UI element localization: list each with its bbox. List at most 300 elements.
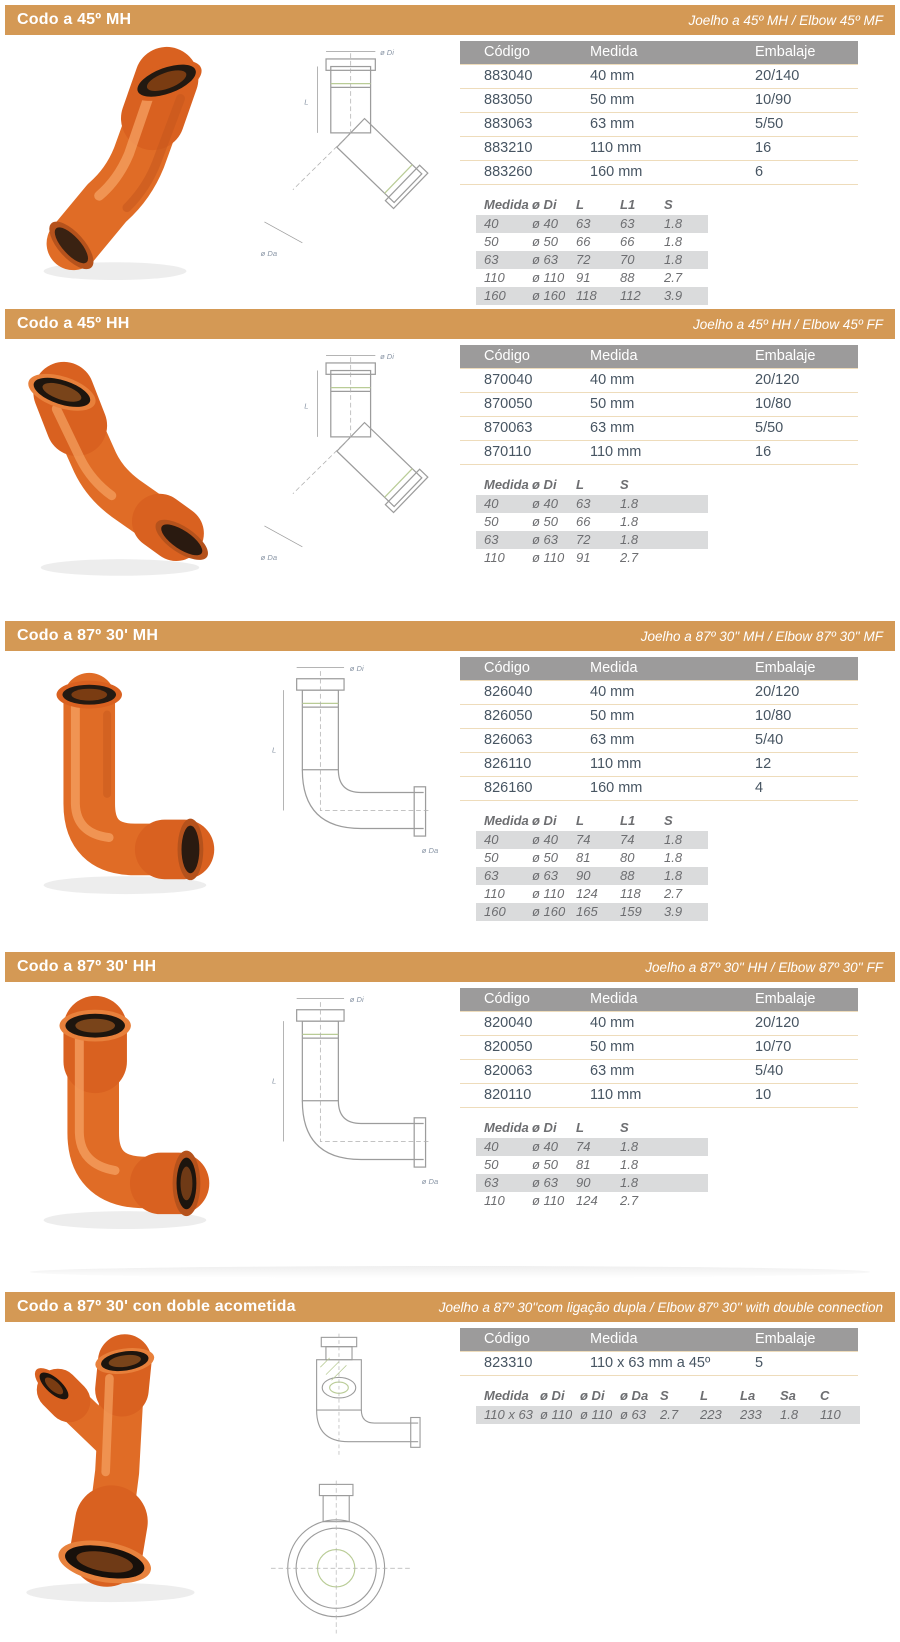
table-row — [460, 1352, 858, 1376]
section-title: Codo a 87º 30' MH — [17, 627, 159, 644]
product-photo — [10, 655, 230, 903]
table-cell: ø 63 — [532, 532, 559, 547]
table-cell: 2.7 — [660, 1407, 679, 1422]
table-cell: 50 — [484, 850, 499, 865]
spec-table — [460, 657, 858, 801]
table-row — [476, 849, 708, 867]
elbow-87-hh-photo-illustration — [14, 986, 226, 1234]
table-cell: 826110 — [484, 756, 532, 772]
dimension-table-header-row — [476, 1386, 860, 1406]
drawing-label: L — [272, 745, 277, 755]
column-header: Medida — [590, 44, 638, 60]
column-header: Medida — [484, 477, 529, 492]
column-header: ø Di — [532, 477, 557, 492]
table-cell: 110 mm — [590, 1087, 642, 1103]
spec-table-header-row — [460, 1328, 858, 1352]
table-cell: 110 mm — [590, 444, 642, 460]
table-cell: 63 — [484, 868, 499, 883]
table-row — [476, 1192, 708, 1210]
table-cell: ø 40 — [532, 1139, 559, 1154]
table-row — [460, 1084, 858, 1108]
table-cell: 90 — [576, 868, 591, 883]
elbow-45-drawing — [236, 39, 454, 277]
column-header: L — [576, 477, 584, 492]
column-header: S — [660, 1388, 669, 1403]
table-cell: 1.8 — [664, 868, 683, 883]
column-header: ø Da — [620, 1388, 649, 1403]
table-cell: 40 mm — [590, 684, 635, 700]
column-header: S — [620, 1120, 629, 1135]
table-row — [476, 269, 708, 287]
column-header: La — [740, 1388, 756, 1403]
table-row — [460, 729, 858, 753]
table-cell: 10/80 — [755, 708, 792, 724]
table-row — [460, 1060, 858, 1084]
table-cell: 1.8 — [664, 850, 683, 865]
table-cell: 40 — [484, 1139, 499, 1154]
table-cell: 80 — [620, 850, 635, 865]
table-cell: 66 — [576, 514, 591, 529]
table-cell: 826063 — [484, 732, 533, 748]
table-cell: 110 x 63 — [484, 1407, 533, 1422]
table-cell: 1.8 — [664, 832, 683, 847]
table-cell: 1.8 — [620, 1139, 639, 1154]
technical-drawing — [230, 1326, 460, 1642]
table-row — [476, 903, 708, 921]
column-header: ø Di — [580, 1388, 605, 1403]
table-cell: 63 — [484, 252, 499, 267]
table-cell: 63 mm — [590, 732, 635, 748]
table-cell: ø 110 — [532, 550, 565, 565]
table-row — [460, 705, 858, 729]
table-row — [460, 369, 858, 393]
table-cell: 1.8 — [780, 1407, 799, 1422]
spec-table — [460, 1328, 858, 1376]
section-subtitle: Joelho a 87º 30'' MH / Elbow 87º 30'' MF — [640, 628, 883, 644]
table-cell: 1.8 — [620, 532, 639, 547]
table-cell: 91 — [576, 550, 591, 565]
table-cell: 159 — [620, 904, 642, 919]
column-header: L1 — [620, 813, 636, 828]
table-cell: 50 — [484, 1157, 499, 1172]
column-header: ø Di — [532, 197, 557, 212]
table-cell: ø 110 — [580, 1407, 613, 1422]
dimension-table-header-row — [476, 1118, 708, 1138]
table-cell: 124 — [576, 886, 598, 901]
table-cell: 5 — [755, 1355, 764, 1371]
column-header: Embalaje — [755, 1331, 816, 1347]
table-cell: 110 — [484, 1193, 505, 1208]
table-cell: 820040 — [484, 1015, 533, 1031]
table-row — [460, 1012, 858, 1036]
table-cell: ø 63 — [532, 252, 559, 267]
table-row — [460, 137, 858, 161]
column-header: Medida — [484, 1120, 529, 1135]
table-cell: 1.8 — [664, 234, 683, 249]
column-header: Embalaje — [755, 44, 816, 60]
table-cell: ø 63 — [620, 1407, 647, 1422]
table-cell: 63 — [576, 216, 591, 231]
table-row — [476, 287, 708, 305]
dimension-table — [476, 811, 708, 921]
table-cell: ø 63 — [532, 868, 559, 883]
table-cell: 40 mm — [590, 372, 635, 388]
table-cell: 40 mm — [590, 1015, 635, 1031]
table-cell: 12 — [755, 756, 772, 772]
elbow-87-30-drawing — [236, 655, 454, 893]
table-cell: 10/70 — [755, 1039, 792, 1055]
table-cell: 110 mm — [590, 756, 642, 772]
product-section — [0, 621, 900, 950]
table-cell: 160 mm — [590, 780, 643, 796]
table-row — [460, 161, 858, 185]
table-cell: 6 — [755, 164, 764, 180]
table-cell: 63 — [484, 1175, 499, 1190]
table-cell: 823310 — [484, 1355, 533, 1371]
drawing-label: L — [304, 401, 309, 411]
column-header: S — [664, 813, 673, 828]
product-photo — [10, 1326, 230, 1618]
column-header: Medida — [590, 1331, 638, 1347]
dimension-table-header-row — [476, 195, 708, 215]
technical-drawing — [230, 655, 460, 893]
drawing-label: ø Da — [260, 249, 278, 259]
table-cell: 118 — [620, 886, 641, 901]
column-header: Medida — [590, 660, 638, 676]
table-cell: 50 mm — [590, 92, 635, 108]
table-cell: 16 — [755, 140, 772, 156]
table-cell: 50 mm — [590, 708, 635, 724]
table-row — [476, 495, 708, 513]
table-cell: 1.8 — [620, 496, 639, 511]
table-cell: 110 — [484, 886, 505, 901]
spec-table-header-row — [460, 657, 858, 681]
table-cell: 81 — [576, 1157, 591, 1172]
table-cell: 88 — [620, 270, 635, 285]
table-cell: 3.9 — [664, 904, 683, 919]
table-cell: 160 mm — [590, 164, 643, 180]
table-cell: 820050 — [484, 1039, 533, 1055]
column-header: Embalaje — [755, 991, 816, 1007]
tables-area — [460, 343, 860, 567]
column-header: L — [576, 813, 584, 828]
table-cell: 72 — [576, 252, 591, 267]
section-title: Codo a 45º HH — [17, 315, 130, 332]
table-cell: 118 — [576, 288, 597, 303]
table-cell: 1.8 — [664, 252, 683, 267]
table-row — [476, 1138, 708, 1156]
column-header: L1 — [620, 197, 636, 212]
section-header — [5, 621, 895, 651]
section-body — [0, 35, 900, 307]
table-cell: 40 mm — [590, 68, 635, 84]
table-cell: 233 — [740, 1407, 762, 1422]
table-cell: 74 — [576, 832, 591, 847]
table-row — [460, 753, 858, 777]
section-subtitle: Joelho a 45º HH / Elbow 45º FF — [693, 316, 883, 332]
column-header: ø Di — [532, 813, 557, 828]
table-cell: ø 160 — [532, 904, 566, 919]
table-row — [476, 233, 708, 251]
section-body — [0, 651, 900, 950]
section-title: Codo a 87º 30' HH — [17, 958, 157, 975]
section-subtitle: Joelho a 87º 30'' HH / Elbow 87º 30'' FF — [645, 959, 883, 975]
table-cell: 826160 — [484, 780, 533, 796]
section-header — [5, 952, 895, 982]
table-row — [476, 531, 708, 549]
section-header — [5, 5, 895, 35]
table-cell: 63 mm — [590, 1063, 635, 1079]
table-cell: 820063 — [484, 1063, 533, 1079]
table-cell: 110 mm — [590, 140, 642, 156]
table-row — [476, 885, 708, 903]
column-header: L — [700, 1388, 708, 1403]
dimension-table — [476, 1118, 708, 1210]
table-cell: 160 — [484, 288, 506, 303]
column-header: Medida — [590, 348, 638, 364]
section-subtitle: Joelho a 45º MH / Elbow 45º MF — [688, 12, 883, 28]
table-cell: 74 — [576, 1139, 591, 1154]
table-cell: 820110 — [484, 1087, 532, 1103]
table-cell: 1.8 — [664, 216, 683, 231]
column-header: S — [620, 477, 629, 492]
drawing-label: ø Da — [260, 553, 278, 563]
table-cell: 5/40 — [755, 1063, 784, 1079]
spec-table-header-row — [460, 41, 858, 65]
table-row — [460, 681, 858, 705]
table-cell: 110 — [820, 1407, 841, 1422]
column-header: L — [576, 197, 584, 212]
table-cell: 223 — [700, 1407, 722, 1422]
table-cell: 40 — [484, 832, 499, 847]
column-header: Medida — [484, 197, 529, 212]
elbow-87-30-drawing — [236, 986, 454, 1224]
technical-drawing — [230, 343, 460, 581]
table-row — [476, 867, 708, 885]
table-cell: ø 110 — [532, 886, 565, 901]
table-cell: 81 — [576, 850, 591, 865]
section-header — [5, 1292, 895, 1322]
table-row — [476, 215, 708, 233]
table-cell: 883210 — [484, 140, 533, 156]
column-header: ø Di — [532, 1120, 557, 1135]
column-header: Sa — [780, 1388, 796, 1403]
spec-table-header-row — [460, 345, 858, 369]
table-cell: 50 — [484, 234, 499, 249]
table-cell: 91 — [576, 270, 591, 285]
product-photo — [10, 39, 230, 287]
spec-table — [460, 41, 858, 185]
elbow-45-drawing — [236, 343, 454, 581]
table-cell: 826050 — [484, 708, 533, 724]
drawing-label: ø Da — [421, 846, 439, 856]
table-row — [460, 65, 858, 89]
table-cell: 3.9 — [664, 288, 683, 303]
table-row — [476, 549, 708, 567]
table-cell: 4 — [755, 780, 764, 796]
table-cell: ø 110 — [532, 1193, 565, 1208]
table-cell: ø 40 — [532, 496, 559, 511]
dimension-table — [476, 1386, 860, 1424]
double-connection-side-drawing — [243, 1326, 448, 1468]
table-cell: 40 — [484, 496, 499, 511]
table-cell: 20/120 — [755, 684, 800, 700]
table-row — [460, 89, 858, 113]
section-body — [0, 982, 900, 1250]
technical-drawing — [230, 39, 460, 277]
table-cell: 1.8 — [620, 1157, 639, 1172]
table-cell: 870040 — [484, 372, 533, 388]
column-header: Código — [484, 1331, 530, 1347]
table-cell: 5/40 — [755, 732, 784, 748]
table-cell: 1.8 — [620, 514, 639, 529]
table-cell: 2.7 — [620, 1193, 639, 1208]
table-cell: 90 — [576, 1175, 591, 1190]
table-row — [476, 831, 708, 849]
drawing-label: L — [304, 97, 309, 107]
product-photo — [10, 986, 230, 1234]
spec-table — [460, 345, 858, 465]
table-cell: 883040 — [484, 68, 533, 84]
product-section — [0, 1292, 900, 1621]
table-cell: 2.7 — [664, 270, 683, 285]
table-cell: 2.7 — [664, 886, 683, 901]
table-cell: 124 — [576, 1193, 598, 1208]
table-cell: 20/120 — [755, 1015, 800, 1031]
drawing-label: ø Da — [421, 1177, 439, 1187]
product-section — [0, 5, 900, 307]
table-cell: 5/50 — [755, 420, 784, 436]
table-cell: 110 — [484, 550, 505, 565]
table-cell: 870063 — [484, 420, 533, 436]
column-header: Medida — [484, 1388, 529, 1403]
column-header: L — [576, 1120, 584, 1135]
table-cell: 870110 — [484, 444, 532, 460]
table-cell: ø 160 — [532, 288, 566, 303]
column-header: Código — [484, 991, 530, 1007]
table-cell: 883050 — [484, 92, 533, 108]
tables-area — [460, 39, 860, 305]
table-row — [476, 513, 708, 531]
double-connection-front-drawing — [243, 1474, 448, 1642]
dimension-table — [476, 195, 708, 305]
technical-drawing — [230, 986, 460, 1224]
table-row — [476, 1406, 860, 1424]
table-cell: 112 — [620, 288, 641, 303]
table-cell: 63 — [484, 532, 499, 547]
tables-area — [460, 1326, 860, 1424]
double-connection-photo-illustration — [10, 1326, 230, 1618]
table-cell: 20/140 — [755, 68, 800, 84]
section-header — [5, 309, 895, 339]
table-row — [476, 1174, 708, 1192]
section-body — [0, 339, 900, 619]
table-row — [460, 777, 858, 801]
table-cell: 50 mm — [590, 1039, 635, 1055]
section-title: Codo a 45º MH — [17, 11, 132, 28]
table-cell: 40 — [484, 216, 499, 231]
product-photo — [10, 343, 230, 591]
spec-table — [460, 988, 858, 1108]
table-cell: ø 50 — [532, 1157, 559, 1172]
table-cell: 5/50 — [755, 116, 784, 132]
product-section — [0, 309, 900, 619]
column-header: S — [664, 197, 673, 212]
drawing-label: ø Di — [380, 48, 394, 58]
table-cell: 63 — [576, 496, 591, 511]
table-row — [460, 113, 858, 137]
drawing-label: ø Di — [380, 352, 394, 362]
table-cell: 10/80 — [755, 396, 792, 412]
table-cell: 88 — [620, 868, 635, 883]
table-row — [460, 417, 858, 441]
table-cell: 870050 — [484, 396, 533, 412]
column-header: Embalaje — [755, 660, 816, 676]
table-cell: ø 40 — [532, 832, 559, 847]
table-cell: 72 — [576, 532, 591, 547]
drawing-label: ø Di — [349, 664, 364, 674]
column-header: Código — [484, 348, 530, 364]
dimension-table-header-row — [476, 811, 708, 831]
table-row — [476, 1156, 708, 1174]
table-row — [460, 441, 858, 465]
table-cell: 70 — [620, 252, 635, 267]
table-cell: 165 — [576, 904, 598, 919]
drawing-label: ø Di — [349, 995, 364, 1005]
section-title: Codo a 87º 30' con doble acometida — [17, 1298, 296, 1315]
table-cell: 883063 — [484, 116, 533, 132]
dimension-table — [476, 475, 708, 567]
section-subtitle: Joelho a 87º 30''com ligação dupla / Elbow 87º 30'' with double connection — [438, 1299, 883, 1315]
table-cell: ø 50 — [532, 850, 559, 865]
table-cell: ø 63 — [532, 1175, 559, 1190]
table-row — [460, 393, 858, 417]
section-body — [0, 1322, 900, 1621]
table-cell: 10 — [755, 1087, 772, 1103]
table-cell: 63 mm — [590, 116, 635, 132]
table-cell: 1.8 — [620, 1175, 639, 1190]
column-header: Medida — [484, 813, 529, 828]
table-cell: ø 40 — [532, 216, 559, 231]
column-header: ø Di — [540, 1388, 565, 1403]
table-cell: 110 x 63 mm a 45º — [590, 1355, 711, 1371]
table-cell: ø 50 — [532, 234, 559, 249]
table-cell: 160 — [484, 904, 506, 919]
column-header: Código — [484, 660, 530, 676]
table-row — [460, 1036, 858, 1060]
elbow-45-mh-photo-illustration — [14, 39, 226, 287]
table-cell: 110 — [484, 270, 505, 285]
table-cell: 63 — [620, 216, 635, 231]
spec-table-header-row — [460, 988, 858, 1012]
table-cell: ø 110 — [540, 1407, 573, 1422]
table-cell: 16 — [755, 444, 772, 460]
table-row — [476, 251, 708, 269]
table-cell: ø 110 — [532, 270, 565, 285]
elbow-45-hh-photo-illustration — [14, 343, 226, 591]
product-section — [0, 952, 900, 1250]
drawing-label: L — [272, 1076, 277, 1086]
table-cell: 66 — [576, 234, 591, 249]
tables-area — [460, 655, 860, 921]
table-cell: 63 mm — [590, 420, 635, 436]
column-header: Embalaje — [755, 348, 816, 364]
table-cell: 50 mm — [590, 396, 635, 412]
table-cell: 883260 — [484, 164, 533, 180]
table-cell: 2.7 — [620, 550, 639, 565]
column-header: C — [820, 1388, 830, 1403]
table-cell: 50 — [484, 514, 499, 529]
